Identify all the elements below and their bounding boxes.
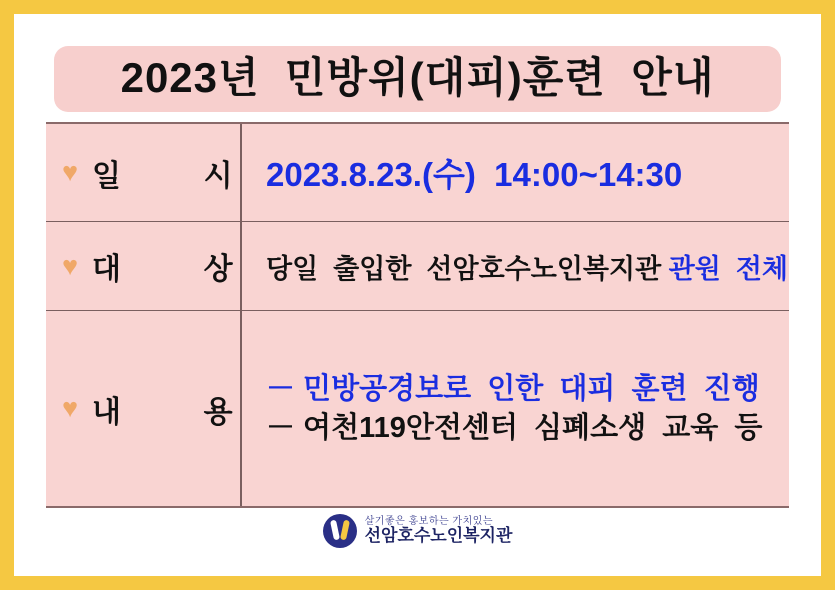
target-value	[266, 247, 788, 286]
footer-logo	[46, 508, 789, 554]
target-value-plain: 당일 출입한 선암호수노인복지관	[266, 253, 669, 284]
organization-logo-icon	[323, 514, 357, 548]
row-label-content: 내 용	[92, 395, 255, 429]
heart-icon: ♥	[62, 250, 79, 281]
heart-icon: ♥	[62, 393, 79, 424]
value-cell-target	[242, 222, 798, 310]
value-cell-content	[242, 311, 789, 506]
poster-inner	[28, 28, 807, 562]
logo-tagline: 살기좋은 홍보하는 가치있는	[364, 515, 494, 527]
row-label-target: 대 상	[92, 253, 255, 287]
info-table	[46, 122, 789, 508]
label-cell-content	[46, 311, 255, 506]
table-row-datetime	[46, 124, 789, 222]
content-line-2: － 여천119안전센터 심폐소생 교육 등	[266, 411, 763, 444]
table-row-content	[46, 311, 789, 506]
logo-organization-name: 선암호수노인복지관	[364, 526, 513, 546]
label-cell-target	[46, 222, 255, 310]
label-cell-datetime	[46, 124, 255, 221]
table-row-target	[46, 222, 789, 311]
datetime-value: 2023.8.23.(수) 14:00~14:30	[266, 156, 683, 194]
content-line-1: － 민방공경보로 인한 대피 훈련 진행	[266, 372, 760, 405]
page-title: 2023년 민방위(대피)훈련 안내	[120, 54, 715, 101]
row-label-datetime: 일 시	[92, 159, 255, 193]
target-value-accent: 관원 전체	[668, 253, 788, 284]
heart-icon: ♥	[62, 157, 79, 188]
poster-title-box	[54, 46, 781, 112]
organization-logo-text	[365, 517, 513, 545]
value-cell-datetime	[242, 124, 789, 221]
